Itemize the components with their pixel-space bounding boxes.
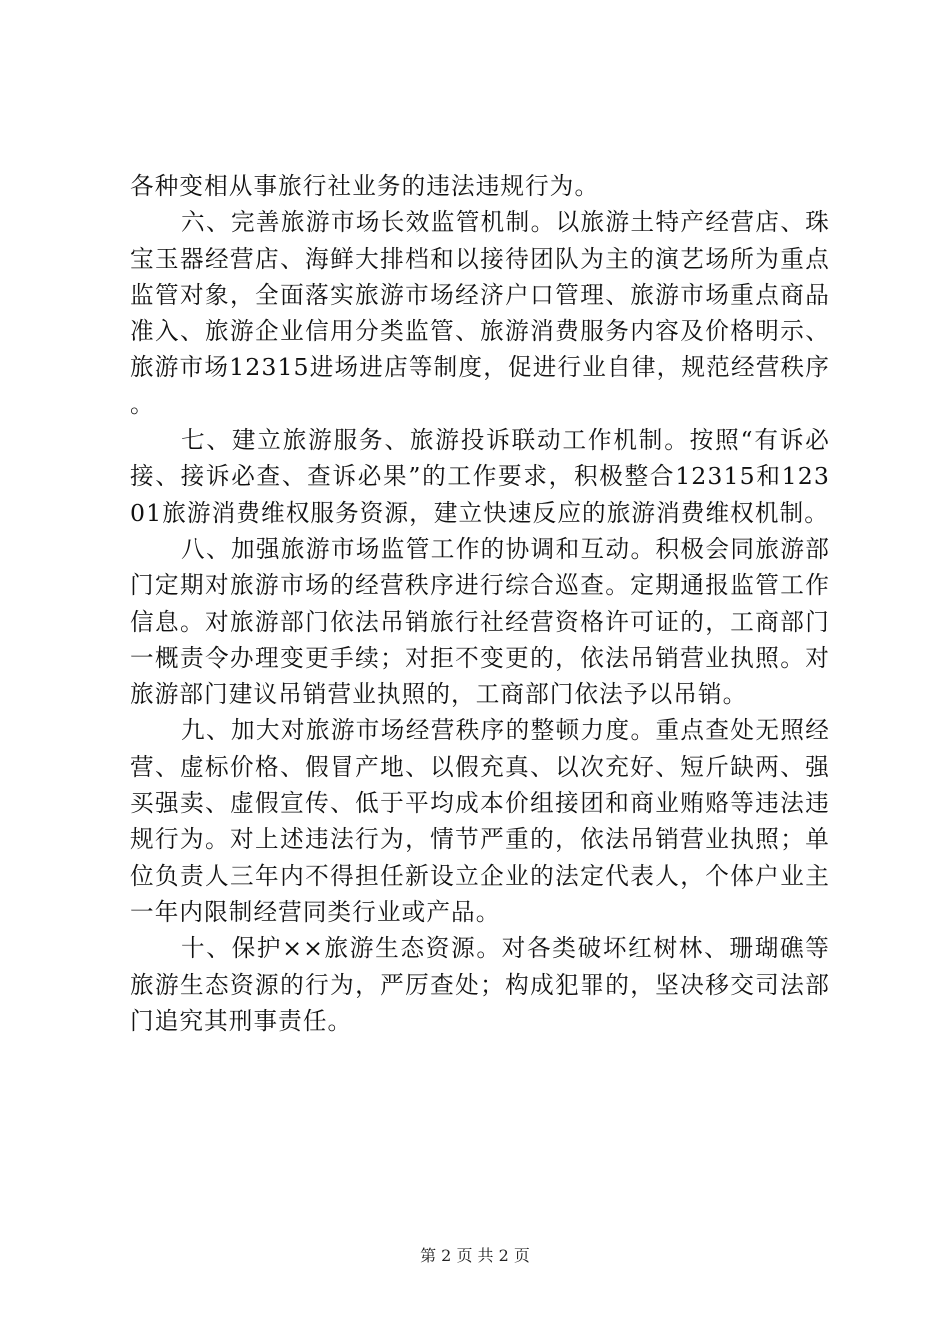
document-body: [130, 168, 830, 1039]
paragraph-item-6: 六、完善旅游市场长效监管机制。以旅游土特产经营店、珠宝玉器经营店、海鲜大排档和以接待团队为主的演艺场所为重点监管对象，全面落实旅游市场经济户口管理、旅游市场重点商品准入、旅游企业信用分类监管、旅游消费服务内容及价格明示、旅游市场12315进场进店等制度，促进行业自律，规范经营秩序。: [130, 208, 830, 418]
paragraph-item-8: 八、加强旅游市场监管工作的协调和互动。积极会同旅游部门定期对旅游市场的经营秩序进行综合巡查。定期通报监管工作信息。对旅游部门依法吊销旅行社经营资格许可证的，工商部门一概责令办理变更手续；对拒不变更的，依法吊销营业执照。对旅游部门建议吊销营业执照的，工商部门依法予以吊销。: [130, 534, 830, 709]
paragraph-item-10: 十、保护××旅游生态资源。对各类破坏红树林、珊瑚礁等旅游生态资源的行为，严厉查处；构成犯罪的，坚决移交司法部门追究其刑事责任。: [130, 934, 830, 1035]
paragraph-continuation: 各种变相从事旅行社业务的违法违规行为。: [130, 172, 600, 200]
paragraph-item-7: 七、建立旅游服务、旅游投诉联动工作机制。按照“有诉必接、接诉必查、查诉必果”的工作要求，积极整合12315和12301旅游消费维权服务资源，建立快速反应的旅游消费维权机制。: [130, 426, 830, 527]
page-number-footer: 第 2 页 共 2 页: [420, 1246, 530, 1265]
paragraph-item-9: 九、加大对旅游市场经营秩序的整顿力度。重点查处无照经营、虚标价格、假冒产地、以假充真、以次充好、短斤缺两、强买强卖、虚假宣传、低于平均成本价组接团和商业贿赂等违法违规行为。对上述违法行为，情节严重的，依法吊销营业执照；单位负责人三年内不得担任新设立企业的法定代表人，个体户业主一年内限制经营同类行业或产品。: [130, 716, 830, 926]
